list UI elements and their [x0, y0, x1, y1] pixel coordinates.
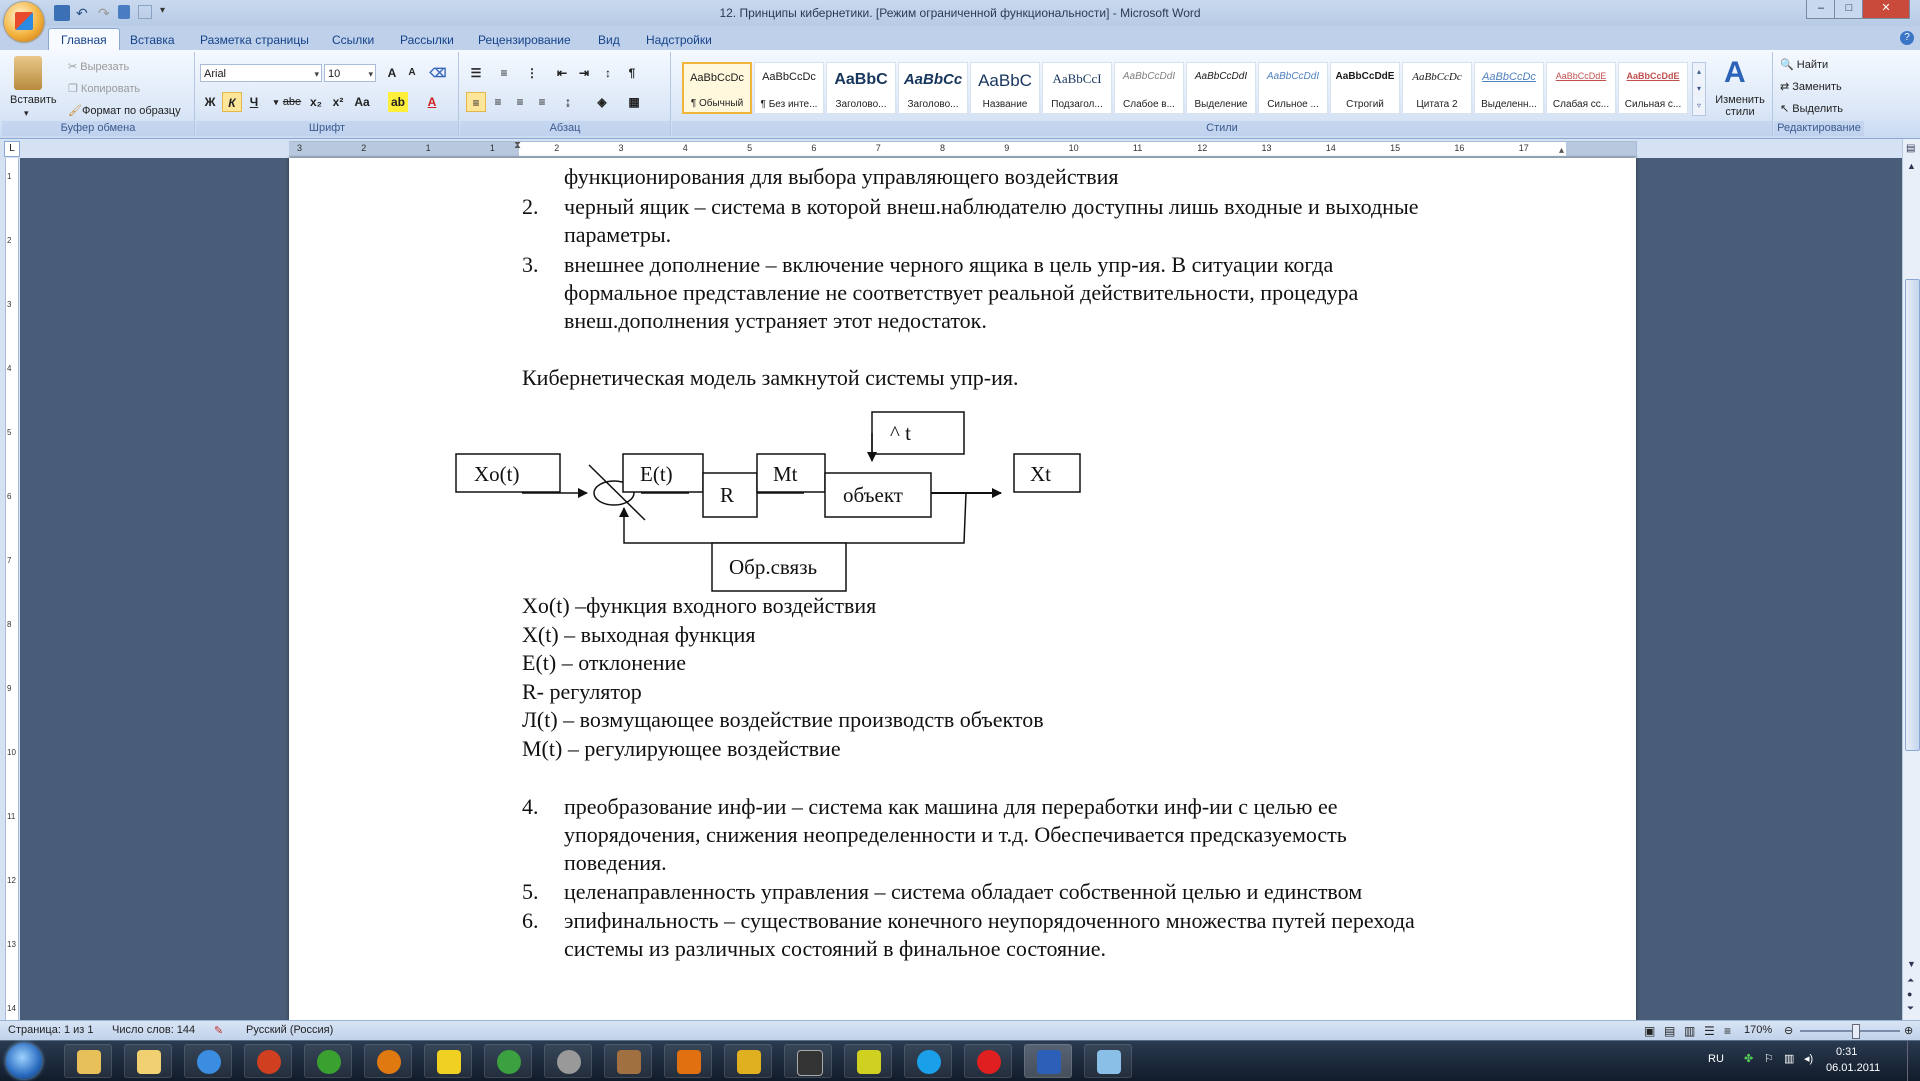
tray-flag-icon[interactable]: ⚐ — [1764, 1053, 1774, 1065]
view-draft-icon[interactable]: ≡ — [1724, 1024, 1732, 1038]
list-number: 5. — [522, 879, 539, 904]
tab-home[interactable]: Главная — [48, 28, 120, 51]
style-item[interactable] — [1330, 62, 1400, 114]
model-heading: Кибернетическая модель замкнутой системы упр-ия. — [522, 365, 1019, 390]
tab-view[interactable]: Вид — [598, 33, 620, 47]
style-item[interactable] — [1546, 62, 1616, 114]
show-marks-icon[interactable]: ¶ — [628, 66, 636, 80]
tab-page-layout[interactable]: Разметка страницы — [200, 33, 309, 47]
regulator-label: R — [720, 483, 735, 507]
vruler-number: 2 — [7, 236, 12, 245]
taskbar-lightning-icon[interactable] — [724, 1044, 772, 1078]
tray-volume-icon[interactable]: ◂) — [1804, 1053, 1814, 1065]
ruler-number: 1 — [425, 143, 431, 153]
ruler-number: 1 — [489, 143, 495, 153]
multilevel-list-icon[interactable]: ⋮ — [526, 66, 538, 80]
style-item[interactable] — [826, 62, 896, 114]
ribbon — [0, 50, 1920, 139]
ruler-number: 8 — [940, 143, 946, 153]
ruler-number: 6 — [811, 143, 817, 153]
superscript-button[interactable]: x² — [332, 95, 344, 109]
style-item[interactable] — [970, 62, 1040, 114]
ruler-number: 2 — [361, 143, 367, 153]
document-page[interactable] — [289, 158, 1636, 1020]
shrink-font-button[interactable]: A — [408, 67, 416, 78]
scroll-up-icon[interactable]: ▲ — [1907, 161, 1916, 171]
ruler-number: 15 — [1390, 143, 1401, 153]
taskbar-opera-icon[interactable] — [964, 1044, 1012, 1078]
vertical-ruler[interactable] — [0, 158, 20, 1020]
ruler-number: 10 — [1068, 143, 1079, 153]
vruler-number: 1 — [7, 172, 12, 181]
ruler-toggle-icon[interactable]: ▤ — [1906, 143, 1916, 154]
control-system-diagram — [289, 158, 1636, 598]
style-name: ¶ Без инте... — [760, 99, 818, 110]
show-desktop-button[interactable] — [1907, 1041, 1920, 1081]
status-bar — [0, 1020, 1920, 1041]
taskbar-eye-icon[interactable] — [544, 1044, 592, 1078]
view-outline-icon[interactable]: ☰ — [1704, 1024, 1715, 1038]
mt-label: Mt — [773, 462, 798, 486]
underline-button[interactable]: Ч — [249, 95, 259, 109]
customize-qat-icon[interactable]: ▾ — [160, 5, 166, 16]
editing-group-label: Редактирование — [1774, 121, 1864, 136]
clear-format-icon[interactable]: ⌫ — [429, 66, 447, 80]
replace-icon: ⇄ — [1780, 81, 1790, 93]
vruler-number: 11 — [7, 812, 16, 821]
clock-time[interactable]: 0:31 — [1836, 1046, 1858, 1058]
tab-insert[interactable]: Вставка — [130, 33, 175, 47]
font-color-icon[interactable]: A — [427, 95, 437, 109]
copy-label: Копировать — [80, 83, 141, 95]
next-page-icon[interactable]: ⏷ — [1907, 1003, 1915, 1013]
list-number: 6. — [522, 908, 539, 933]
tray-clover-icon[interactable]: ✤ — [1744, 1053, 1754, 1065]
taskbar-robot-icon[interactable] — [844, 1044, 892, 1078]
disturbance-label: ^ t — [890, 421, 911, 445]
vruler-number: 3 — [7, 300, 12, 309]
style-name: Подзагол... — [1051, 99, 1103, 110]
ruler-number: 3 — [618, 143, 624, 153]
ruler-number: 9 — [1004, 143, 1010, 153]
zoom-level[interactable]: 170% — [1744, 1024, 1773, 1036]
browse-object-icon[interactable]: ● — [1907, 989, 1913, 999]
close-button[interactable]: ✕ — [1862, 0, 1910, 19]
ruler-number: 4 — [682, 143, 688, 153]
list-item-6-line-2: системы из различных состояний в финальное состояние. — [564, 936, 1106, 961]
windows-taskbar — [0, 1040, 1920, 1081]
style-sample: AaBbCcDdI — [1122, 71, 1176, 82]
align-right-icon[interactable]: ≡ — [516, 95, 524, 109]
change-styles-button[interactable]: Изменить стили — [1715, 94, 1765, 118]
styles-group — [672, 52, 1773, 136]
taskbar-batman-icon[interactable] — [424, 1044, 472, 1078]
maximize-button[interactable]: □ — [1834, 0, 1864, 19]
ruler-number: 16 — [1454, 143, 1465, 153]
underline-dropdown-icon[interactable]: ▾ — [273, 97, 279, 107]
indent-marker-icon[interactable]: ⧗ — [514, 140, 522, 151]
ruler-number: 13 — [1261, 143, 1272, 153]
ruler-number: 3 — [297, 143, 303, 153]
vruler-number: 8 — [7, 620, 12, 629]
list-item-2-line-2: параметры. — [564, 222, 672, 247]
vruler-number: 12 — [7, 876, 16, 885]
list-item-2-line-1: черный ящик – система в которой внеш.наблюдателю доступны лишь входные и выходные — [564, 194, 1419, 219]
highlight-icon[interactable]: ab — [388, 92, 408, 112]
style-name: Цитата 2 — [1416, 99, 1458, 110]
proofing-icon[interactable]: ✎ — [214, 1025, 224, 1037]
select-button[interactable] — [1780, 102, 1843, 115]
paste-dropdown-icon[interactable]: ▾ — [24, 108, 29, 118]
justify-icon[interactable]: ≡ — [538, 95, 546, 109]
vruler-number: 14 — [7, 1004, 16, 1013]
subscript-button[interactable]: x₂ — [309, 95, 322, 109]
style-item[interactable] — [1258, 62, 1328, 114]
ruler-number: 12 — [1197, 143, 1208, 153]
list-number: 2. — [522, 194, 539, 219]
vruler-number: 9 — [7, 684, 12, 693]
binoculars-icon: 🔍 — [1780, 59, 1794, 71]
style-name: Слабая сс... — [1552, 99, 1610, 110]
style-name: Заголово... — [907, 99, 959, 110]
vruler-number: 4 — [7, 364, 12, 373]
tab-addins[interactable]: Надстройки — [646, 33, 712, 47]
list-item-3-line-2: формальное представление не соответствует реальной действительности, процедура — [564, 280, 1359, 305]
copy-icon: ❐ — [68, 83, 81, 95]
paragraph-group — [460, 52, 671, 136]
paragraph-group-label: Абзац — [460, 121, 670, 136]
style-sample: AaBbCcDdI — [1194, 71, 1248, 82]
style-sample: AaBbCcDc — [1412, 71, 1462, 83]
clock-date[interactable]: 06.01.2011 — [1826, 1062, 1881, 1074]
start-button[interactable] — [6, 1043, 42, 1079]
style-name: Сильная с... — [1624, 99, 1682, 110]
style-name: Строгий — [1346, 99, 1384, 110]
bold-button[interactable]: Ж — [204, 95, 216, 109]
word-count[interactable]: Число слов: 144 — [112, 1024, 196, 1036]
style-item[interactable] — [1474, 62, 1544, 114]
borders-icon[interactable]: ▦ — [628, 95, 640, 109]
format-painter-button[interactable] — [68, 104, 181, 117]
shading-icon[interactable]: ◈ — [597, 95, 607, 109]
undo-icon[interactable]: ↶ — [76, 5, 88, 21]
ribbon-tabs — [0, 26, 1920, 50]
style-sample: AaBbCcDdI — [1266, 71, 1320, 82]
help-icon[interactable]: ? — [1900, 31, 1914, 45]
style-item[interactable] — [1114, 62, 1184, 114]
style-sample: AaBbCcDdE — [1626, 71, 1680, 81]
object-label: объект — [843, 483, 903, 507]
grow-font-button[interactable]: A — [387, 66, 397, 80]
view-web-icon[interactable]: ▥ — [1684, 1024, 1696, 1038]
taskbar-game2-icon[interactable] — [364, 1044, 412, 1078]
minimize-button[interactable]: – — [1806, 0, 1836, 19]
style-sample: AaBbCcDc — [1482, 71, 1536, 83]
system-tray — [1660, 1041, 1920, 1081]
taskbar-media-icon[interactable] — [184, 1044, 232, 1078]
vertical-scrollbar[interactable] — [1902, 139, 1920, 1020]
strikethrough-button[interactable]: abe — [282, 96, 302, 108]
taskbar-warrior-icon[interactable] — [604, 1044, 652, 1078]
ruler-right-margin — [1566, 142, 1636, 156]
input-label: Xo(t) — [474, 462, 520, 486]
styles-group-label: Стили — [672, 121, 1772, 136]
language-bar[interactable]: RU — [1708, 1053, 1724, 1065]
vruler-number: 6 — [7, 492, 12, 501]
sort-icon[interactable]: ↕ — [605, 66, 611, 80]
style-sample: AaBbCcDc — [762, 71, 816, 83]
italic-button[interactable]: К — [222, 92, 242, 112]
list-item-5-line-1: целенаправленность управления – система обладает собственной целью и единством — [564, 879, 1363, 904]
paste-button[interactable]: Вставить — [10, 94, 57, 106]
taskbar-explorer-icon[interactable] — [64, 1044, 112, 1078]
tab-references[interactable]: Ссылки — [332, 33, 375, 47]
line-spacing-icon[interactable]: ↨ — [565, 95, 571, 109]
right-indent-marker-icon[interactable]: ▴ — [1559, 145, 1565, 156]
taskbar-notepad-icon[interactable] — [1084, 1044, 1132, 1078]
window-title: 12. Принципы кибернетики. [Режим ограниченной функциональности] - Microsoft Word — [719, 6, 1201, 20]
ruler-left-margin — [289, 142, 519, 156]
style-item[interactable] — [682, 62, 752, 114]
replace-button[interactable] — [1780, 80, 1842, 93]
style-item[interactable] — [1402, 62, 1472, 114]
style-item[interactable] — [1618, 62, 1688, 114]
zoom-out-icon[interactable]: ⊖ — [1784, 1025, 1794, 1037]
style-sample: AaBbCc — [903, 71, 963, 88]
tab-selector[interactable]: L — [4, 141, 20, 157]
style-sample: AaBbCcI — [1052, 71, 1102, 86]
taskbar-folder-icon[interactable] — [124, 1044, 172, 1078]
zoom-in-icon[interactable]: ⊕ — [1904, 1025, 1914, 1037]
style-sample: AaBbC — [834, 71, 888, 88]
find-button[interactable] — [1780, 58, 1828, 71]
list-number: 3. — [522, 252, 539, 277]
change-styles-icon[interactable]: A — [1724, 56, 1746, 89]
numbering-icon[interactable]: ≡ — [500, 66, 508, 80]
previous-page-icon[interactable]: ⏶ — [1907, 975, 1915, 985]
style-sample: AaBbCcDc — [690, 72, 744, 84]
taskbar-halflife-icon[interactable] — [664, 1044, 712, 1078]
tab-mailings[interactable]: Рассылки — [400, 33, 454, 47]
style-name: Выделенн... — [1481, 99, 1537, 110]
vruler-number: 5 — [7, 428, 12, 437]
horizontal-ruler-bar — [0, 139, 1920, 158]
style-item[interactable] — [898, 62, 968, 114]
style-sample: AaBbCcDdE — [1335, 71, 1395, 82]
vruler-number: 10 — [7, 748, 16, 757]
style-name: Выделение — [1194, 99, 1248, 110]
page-counter[interactable]: Страница: 1 из 1 — [8, 1024, 94, 1036]
style-name: ¶ Обычный — [690, 98, 744, 109]
font-group — [196, 52, 459, 136]
ruler-number: 5 — [747, 143, 753, 153]
style-name: Сильное ... — [1267, 99, 1319, 110]
view-full-screen-icon[interactable]: ▤ — [1664, 1024, 1676, 1038]
style-name: Название — [982, 99, 1028, 110]
legend-item: Xo(t) –функция входного воздействия — [522, 593, 877, 618]
taskbar-skype-icon[interactable] — [904, 1044, 952, 1078]
ruler-number: 11 — [1132, 143, 1143, 153]
cut-label: Вырезать — [80, 61, 130, 73]
list-item-4-line-1: преобразование инф-ии – система как машина для переработки инф-ии с целью ее — [564, 794, 1338, 819]
change-case-button[interactable]: Aa — [354, 95, 370, 109]
bullets-icon[interactable]: ☰ — [470, 66, 482, 80]
tab-review[interactable]: Рецензирование — [478, 33, 571, 47]
font-group-label: Шрифт — [196, 121, 458, 136]
list-number: 4. — [522, 794, 539, 819]
list-item-continuation: функционирования для выбора управляющего воздействия — [564, 164, 1119, 189]
style-item[interactable] — [1186, 62, 1256, 114]
view-print-layout-icon[interactable]: ▣ — [1644, 1024, 1656, 1038]
taskbar-word-icon[interactable] — [1024, 1044, 1072, 1078]
list-item-3-line-3: внеш.дополнения устраняет этот недостаток. — [564, 308, 987, 333]
taskbar-utorrent-icon[interactable] — [484, 1044, 532, 1078]
list-item-3-line-1: внешнее дополнение – включение черного ящика в цель упр-ия. В ситуации когда — [564, 252, 1334, 277]
list-item-4-line-2: упорядочения, снижения неопределенности и т.д. Обеспечивается предсказуемость — [564, 822, 1347, 847]
cut-button[interactable] — [68, 60, 129, 73]
legend-item: X(t) – выходная функция — [522, 622, 756, 647]
paste-icon[interactable] — [14, 56, 42, 90]
ruler-number: 14 — [1325, 143, 1336, 153]
styles-scroll[interactable]: ▴ ▾ ▿ — [1692, 62, 1706, 116]
legend-item: E(t) – отклонение — [522, 650, 687, 675]
style-name: Слабое в... — [1123, 99, 1175, 110]
replace-label: Заменить — [1792, 81, 1842, 93]
vertical-ruler-track — [5, 158, 19, 1020]
vruler-number: 7 — [7, 556, 12, 565]
decrease-indent-icon[interactable]: ⇤ — [556, 66, 568, 80]
increase-indent-icon[interactable]: ⇥ — [578, 66, 590, 80]
disturbance-box — [872, 412, 964, 454]
scroll-down-icon[interactable]: ▼ — [1907, 959, 1916, 969]
office-button[interactable] — [4, 2, 44, 42]
legend-item: M(t) – регулирующее воздействие — [522, 736, 841, 761]
tray-network-icon[interactable]: ▥ — [1784, 1053, 1795, 1065]
style-item[interactable] — [754, 62, 824, 114]
vruler-number: 13 — [7, 940, 16, 949]
format-painter-label: Формат по образцу — [81, 105, 181, 117]
ruler-number: 7 — [875, 143, 881, 153]
brush-icon: 🖌 — [68, 105, 82, 117]
clipboard-group — [2, 52, 195, 136]
copy-button[interactable] — [68, 82, 140, 95]
style-item[interactable] — [1042, 62, 1112, 114]
legend-item: Л(t) – возмущающее воздействие производств объектов — [522, 707, 1044, 732]
scissors-icon: ✂ — [68, 61, 81, 73]
output-label: Xt — [1030, 462, 1051, 486]
taskbar-app-icon[interactable] — [244, 1044, 292, 1078]
legend-item: R- регулятор — [522, 679, 642, 704]
find-label: Найти — [1796, 59, 1829, 71]
taskbar-t-icon[interactable] — [784, 1044, 832, 1078]
redo-icon[interactable]: ↷ — [98, 5, 110, 21]
zoom-slider[interactable] — [1800, 1030, 1900, 1032]
select-label: Выделить — [1792, 103, 1844, 115]
style-sample: AaBbC — [978, 71, 1032, 90]
error-label: E(t) — [640, 462, 673, 486]
ruler-number: 2 — [554, 143, 560, 153]
editing-group — [1774, 52, 1864, 136]
style-sample: AaBbCcDdE — [1555, 71, 1607, 81]
taskbar-game-icon[interactable] — [304, 1044, 352, 1078]
list-item-6-line-1: эпифинальность – существование конечного неупорядоченного множества путей перехода — [564, 908, 1415, 933]
clipboard-group-label: Буфер обмена — [2, 121, 194, 136]
align-center-icon[interactable]: ≡ — [494, 95, 502, 109]
style-name: Заголово... — [835, 99, 887, 110]
list-item-4-line-3: поведения. — [564, 850, 667, 875]
title-bar — [0, 0, 1920, 27]
align-left-icon[interactable]: ≡ — [466, 92, 486, 112]
scrollbar-thumb[interactable] — [1905, 279, 1920, 751]
language-indicator[interactable]: Русский (Россия) — [246, 1024, 334, 1036]
ruler-number: 17 — [1518, 143, 1529, 153]
office-logo-icon — [15, 12, 33, 30]
feedback-label: Обр.связь — [729, 555, 818, 579]
font-name-combo[interactable]: Arial ▾ — [200, 64, 322, 82]
cursor-icon: ↖ — [1780, 103, 1790, 115]
zoom-slider-thumb[interactable] — [1852, 1024, 1860, 1039]
font-size-combo[interactable]: 10 ▾ — [324, 64, 376, 82]
